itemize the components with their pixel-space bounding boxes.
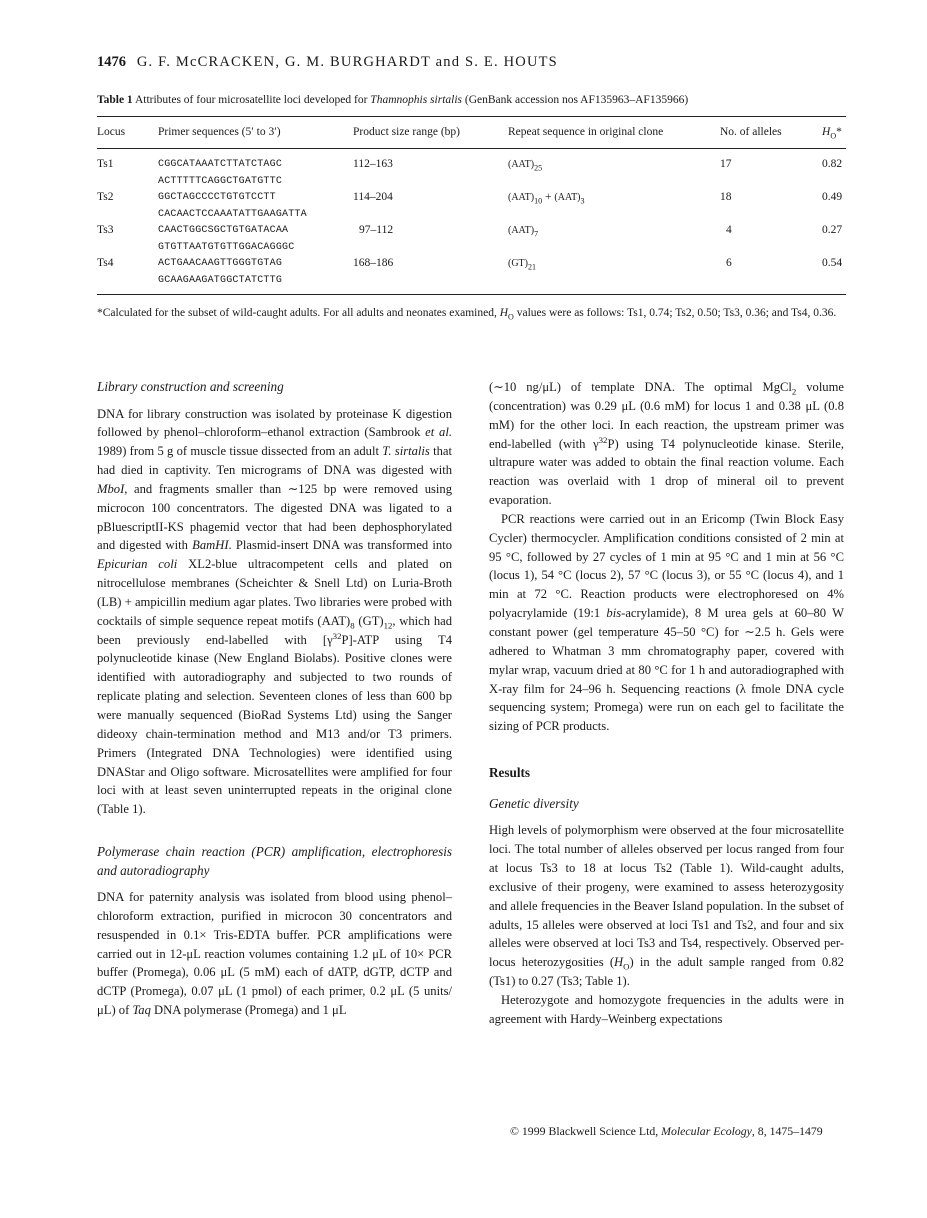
paragraph-hardy-weinberg: Heterozygote and homozygote frequencies in the adults were in agreement with Hardy–Weinberg expectations xyxy=(489,992,844,1026)
section-heading-pcr: Polymerase chain reaction (PCR) amplification, electrophoresis and autoradiography xyxy=(97,844,452,878)
row-ho: 0.54 xyxy=(822,257,843,269)
right-column xyxy=(489,378,844,1029)
table-label: Table 1 xyxy=(97,94,133,106)
row-repeat: $(AAT)_{25}$ xyxy=(508,159,543,173)
row-locus: Ts3 xyxy=(97,224,114,236)
author-line: G. F. McCRACKEN, G. M. BURGHARDT and S. E. HOUTS xyxy=(136,54,558,70)
row-primer-forward: ACTGAACAAGTTGGGTGTAG xyxy=(158,258,283,269)
row-locus: Ts1 xyxy=(97,158,114,170)
running-header xyxy=(97,54,558,71)
table-caption-tail: (GenBank accession nos AF135963–AF135966) xyxy=(464,94,689,106)
page-number: 1476 xyxy=(97,54,126,70)
row-allele-count: 18 xyxy=(720,191,732,203)
paragraph-pcr-continued: (∼10 ng/μL) of template DNA. The optimal MgCl$_2$ volume (concentration) was 0.29 μL (0.6 mM) for locus 1 and 0.38 μL (0.8 mM) for the other loci. In each reaction, the upstream primer was end-labelled (with $\gamma^{32}P$) using T4 polynucleotide kinase. Sterile, ultrapure water was added to obtain the final reaction volume. Each reaction was overlaid with 1 drop of mineral oil to prevent evaporation. xyxy=(489,380,844,508)
table-bottom-rule xyxy=(97,294,846,295)
section-heading-library: Library construction and screening xyxy=(97,379,284,394)
section-heading-results: Results xyxy=(489,765,531,781)
table-caption-species: Thamnophis sirtalis xyxy=(370,94,462,106)
row-ho: 0.27 xyxy=(822,224,843,236)
col-header-locus: Locus xyxy=(97,126,126,138)
paragraph-pcr-conditions: PCR reactions were carried out in an Ericomp (Twin Block Easy Cycler) thermocycler. Amplification conditions consisted of 2 min at 95 °C, followed by 27 cycles of 1 min at 95 °C and 1 min at 56 °C (locus 1), 54 °C (locus 2), 57 °C (locus 3), or 55 °C (locus 4), and 1 min at 72 °C. Reaction products were electrophoresed on 4% polyacrylamide (19:1 bis-acrylamide), 8 M urea gels at 60–80 W constant power (gel temperature 45–50 °C) for ∼2.5 h. Gels were adhered to Whatman 3 mm chromatography paper, covered with mylar wrap, vacuum dried at 80 °C for 1 h and autoradiographed with X-ray film for 24–96 h. Sequencing reactions (λ fmole DNA cycle sequencing system; Promega) were run on each gel to facilitate the sizing of PCR products. xyxy=(489,511,845,734)
row-primer-reverse: GCAAGAAGATGGCTATCTTG xyxy=(158,275,283,286)
row-size-range: 112–163 xyxy=(353,158,393,170)
row-allele-count: 6 xyxy=(726,257,732,269)
row-primer-forward: GGCTAGCCCCTGTGTCCTT xyxy=(158,192,276,203)
row-locus: Ts2 xyxy=(97,191,114,203)
table-caption xyxy=(97,94,847,106)
table-header-rule xyxy=(97,148,846,149)
table-footnote: *Calculated for the subset of wild-caught adults. For all adults and neonates examined, $H_O$ values were as follows: Ts1, 0.74; Ts2, 0.50; Ts3, 0.36; and Ts4, 0.36. xyxy=(97,307,837,322)
row-primer-reverse: ACTTTTTCAGGCTGATGTTC xyxy=(158,176,283,187)
paragraph-pcr-methods: DNA for paternity analysis was isolated from blood using phenol–chloroform extraction, purified in microcon 30 concentrators and resuspended in 0.1× Tris-EDTA buffer. PCR amplifications were carried out in 12-μL reaction volumes containing 1.2 μL of 10× PCR buffer (Promega), 0.06 μL (5 mM) each of dATP, dGTP, dCTP and dCTP (Promega), 0.07 μL (1 pmol) of each primer, 0.2 μL (5 units/μL) of Taq DNA polymerase (Promega) and 1 μL xyxy=(97,890,452,1018)
col-header-alleles: No. of alleles xyxy=(720,126,782,138)
copyright-footer: © 1999 Blackwell Science Ltd, Molecular Ecology, 8, 1475–1479 xyxy=(510,1124,823,1138)
row-locus: Ts4 xyxy=(97,257,114,269)
row-primer-forward: CGGCATAAATCTTATCTAGC xyxy=(158,159,283,170)
table-top-rule xyxy=(97,116,846,117)
paragraph-genetic-diversity: High levels of polymorphism were observed at the four microsatellite loci. The total number of alleles observed per locus ranged from four at locus Ts3 to 18 at locus Ts2 (Table 1). Wild-caught adults, exclusive of their progeny, were examined to assess heterozygosity and allele frequencies in the Beaver Island population. In the subset of adults, 15 alleles were observed at loci Ts1 and Ts2, and four and six alleles were observed at loci Ts3 and Ts4, respectively. Observed per-locus heterozygosities $(H_O)$ in the adult sample ranged from 0.82 (Ts1) to 0.27 (Ts3; Table 1). xyxy=(489,823,844,989)
row-primer-reverse: CACAACTCCAAATATTGAAGATTA xyxy=(158,209,307,220)
row-size-range: 114–204 xyxy=(353,191,393,203)
row-allele-count: 17 xyxy=(720,158,732,170)
row-repeat: $(AAT)_7$ xyxy=(508,225,539,239)
col-header-size: Product size range (bp) xyxy=(353,126,460,138)
row-size-range: 168–186 xyxy=(353,257,394,269)
section-heading-genetic-diversity: Genetic diversity xyxy=(489,795,579,811)
row-size-range: 97–112 xyxy=(359,224,394,236)
row-repeat: $(GT)_{21}$ xyxy=(508,258,537,272)
col-header-primers: Primer sequences (5′ to 3′) xyxy=(158,126,281,138)
table-caption-text: Attributes of four microsatellite loci developed for xyxy=(134,94,368,106)
row-ho: 0.82 xyxy=(822,158,843,170)
paragraph-library-methods: DNA for library construction was isolated by proteinase K digestion followed by phenol–chloroform–ethanol extraction (Sambrook et al. 1989) from 5 g of muscle tissue dissected from an adult T. sirtalis that had died in captivity. Ten micrograms of DNA was digested with MboI, and fragments smaller than ∼125 bp were removed using microcon 100 concentrators. The digested DNA was ligated to a pBluescriptII-KS phagemid vector that had been dephosphorylated and digested with BamHI. Plasmid-insert DNA was transformed into Epicurian coli XL2-blue ultracompetent cells and plated on nitrocellulose membranes (Scheichter & Snell Ltd) on Luria-Broth (LB) + ampicillin medium agar plates. Two libraries were probed with cocktails of simple sequence repeat motifs $(AAT)_8$ $(GT)_{12}$, which had been previously end-labelled with $[\gamma^{32}P]$-ATP using T4 polynucleotide kinase (New England Biolabs). Positive clones were identified with autoradiography and subjected to two rounds of replicate plating and selection. Seventeen clones of less than 600 bp were manually sequenced (BioRad Systems Ltd) using the Sanger dideoxy chain-termination method and M13 and/or T3 primers. Primers (Integrated DNA Technologies) were identified using DNAStar and Oligo software. Microsatellites were amplified for four loci with at least seven uninterrupted repeats in the original clone (Table 1). xyxy=(97,406,453,817)
row-repeat: $(AAT)_{10} + (AAT)_3$ xyxy=(508,191,585,206)
row-primer-reverse: GTGTTAATGTGTTGGACAGGGC xyxy=(158,242,295,253)
row-primer-forward: CAACTGGCSGCTGTGATACAA xyxy=(158,225,289,236)
row-allele-count: 4 xyxy=(726,224,732,236)
row-ho: 0.49 xyxy=(822,191,843,203)
col-header-ho: $H_O*$ xyxy=(822,126,842,141)
left-column xyxy=(97,378,452,1020)
col-header-repeat: Repeat sequence in original clone xyxy=(508,126,664,138)
